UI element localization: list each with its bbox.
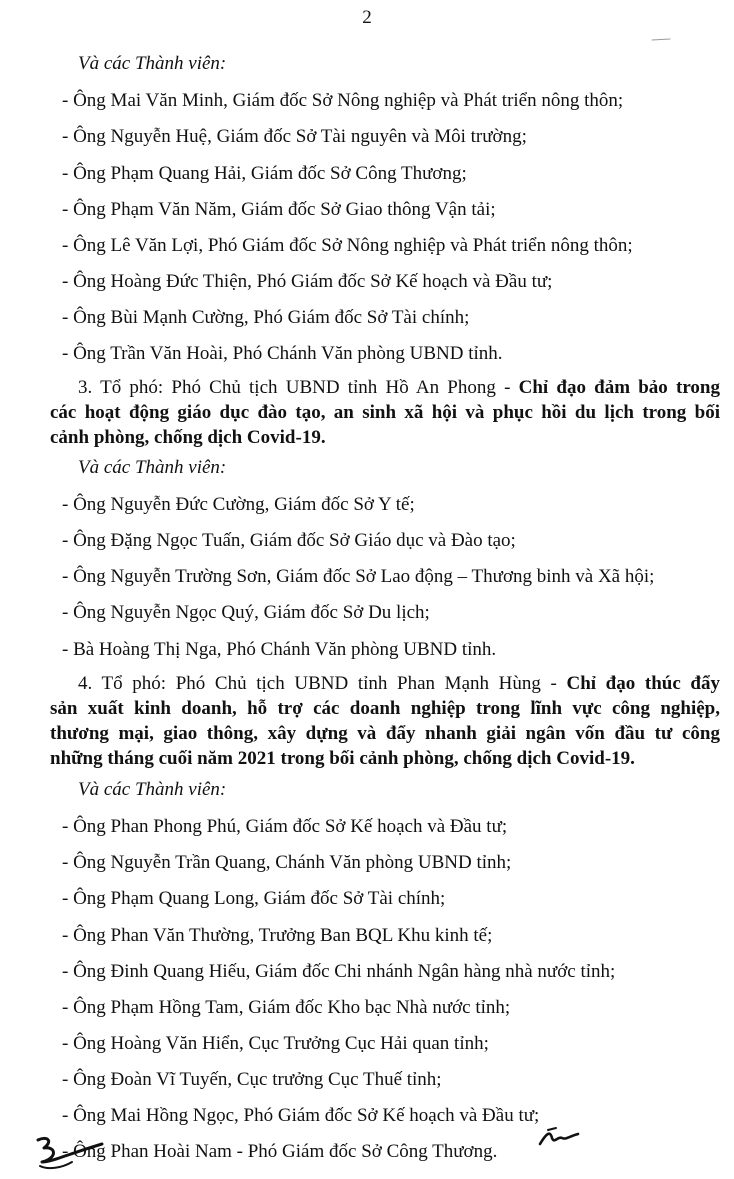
section-4-task: Chỉ đạo thúc đẩy <box>566 673 720 694</box>
list-item: - Ông Phạm Quang Long, Giám đốc Sở Tài chính; <box>62 888 446 909</box>
list-item: - Ông Phan Văn Thường, Trưởng Ban BQL Khu kinh tế; <box>62 925 493 946</box>
list-item: - Ông Nguyễn Huệ, Giám đốc Sở Tài nguyên và Môi trường; <box>62 126 527 147</box>
list-item: - Ông Mai Hồng Ngọc, Phó Giám đốc Sở Kế hoạch và Đầu tư; <box>62 1105 540 1126</box>
section-3-task: Chỉ đạo đảm bảo trong <box>518 377 720 398</box>
list-item: - Ông Phạm Hồng Tam, Giám đốc Kho bạc Nhà nước tỉnh; <box>62 997 511 1018</box>
list-item: - Ông Nguyễn Trường Sơn, Giám đốc Sở Lao động – Thương binh và Xã hội; <box>62 566 655 587</box>
section-4-heading <box>78 672 720 696</box>
section-3-task: cảnh phòng, chống dịch Covid-19. <box>50 427 326 448</box>
list-item: - Ông Mai Văn Minh, Giám đốc Sở Nông nghiệp và Phát triển nông thôn; <box>62 90 624 111</box>
list-item: - Ông Nguyễn Trần Quang, Chánh Văn phòng UBND tỉnh; <box>62 852 512 873</box>
list-item: - Ông Nguyễn Ngọc Quý, Giám đốc Sở Du lịch; <box>62 602 430 623</box>
members-label: Và các Thành viên: <box>78 457 227 478</box>
members-label: Và các Thành viên: <box>78 53 227 74</box>
scan-speck <box>650 36 672 44</box>
list-item: - Ông Trần Văn Hoài, Phó Chánh Văn phòng UBND tỉnh. <box>62 343 503 364</box>
list-item: - Ông Phan Hoài Nam - Phó Giám đốc Sở Công Thương. <box>62 1141 498 1162</box>
list-item: - Ông Bùi Mạnh Cường, Phó Giám đốc Sở Tài chính; <box>62 307 470 328</box>
list-item: - Ông Phạm Quang Hải, Giám đốc Sở Công Thương; <box>62 163 467 184</box>
list-item: - Ông Phạm Văn Năm, Giám đốc Sở Giao thông Vận tải; <box>62 199 496 220</box>
section-4-lead: 4. Tổ phó: Phó Chủ tịch UBND tỉnh Phan Mạnh Hùng - <box>78 673 567 694</box>
list-item: - Ông Hoàng Văn Hiển, Cục Trưởng Cục Hải quan tỉnh; <box>62 1033 489 1054</box>
list-item: - Bà Hoàng Thị Nga, Phó Chánh Văn phòng UBND tỉnh. <box>62 639 497 660</box>
section-3-heading <box>78 376 720 400</box>
initial-mark-right <box>536 1124 584 1152</box>
section-4-task: những tháng cuối năm 2021 trong bối cảnh phòng, chống dịch Covid-19. <box>50 748 635 769</box>
section-3-lead: 3. Tổ phó: Phó Chủ tịch UBND tỉnh Hồ An Phong - <box>78 377 519 398</box>
members-label: Và các Thành viên: <box>78 779 227 800</box>
list-item: - Ông Đặng Ngọc Tuấn, Giám đốc Sở Giáo dục và Đào tạo; <box>62 530 516 551</box>
list-item: - Ông Lê Văn Lợi, Phó Giám đốc Sở Nông nghiệp và Phát triển nông thôn; <box>62 235 633 256</box>
page-number: 2 <box>362 7 372 28</box>
list-item: - Ông Đoàn Vĩ Tuyến, Cục trưởng Cục Thuế tỉnh; <box>62 1069 442 1090</box>
initial-mark-left <box>28 1132 108 1176</box>
section-3-task: các hoạt động giáo dục đào tạo, an sinh xã hội và phục hồi du lịch trong bối <box>50 402 720 423</box>
list-item: - Ông Hoàng Đức Thiện, Phó Giám đốc Sở Kế hoạch và Đầu tư; <box>62 271 553 292</box>
list-item: - Ông Đinh Quang Hiếu, Giám đốc Chi nhánh Ngân hàng nhà nước tỉnh; <box>62 961 616 982</box>
list-item: - Ông Nguyễn Đức Cường, Giám đốc Sở Y tế; <box>62 494 415 515</box>
section-4-task: sản xuất kinh doanh, hỗ trợ các doanh nghiệp trong lĩnh vực công nghiệp, <box>50 698 720 719</box>
section-4-task: thương mại, giao thông, xây dựng và đẩy nhanh giải ngân vốn đầu tư công <box>50 723 720 744</box>
list-item: - Ông Phan Phong Phú, Giám đốc Sở Kế hoạch và Đầu tư; <box>62 816 508 837</box>
